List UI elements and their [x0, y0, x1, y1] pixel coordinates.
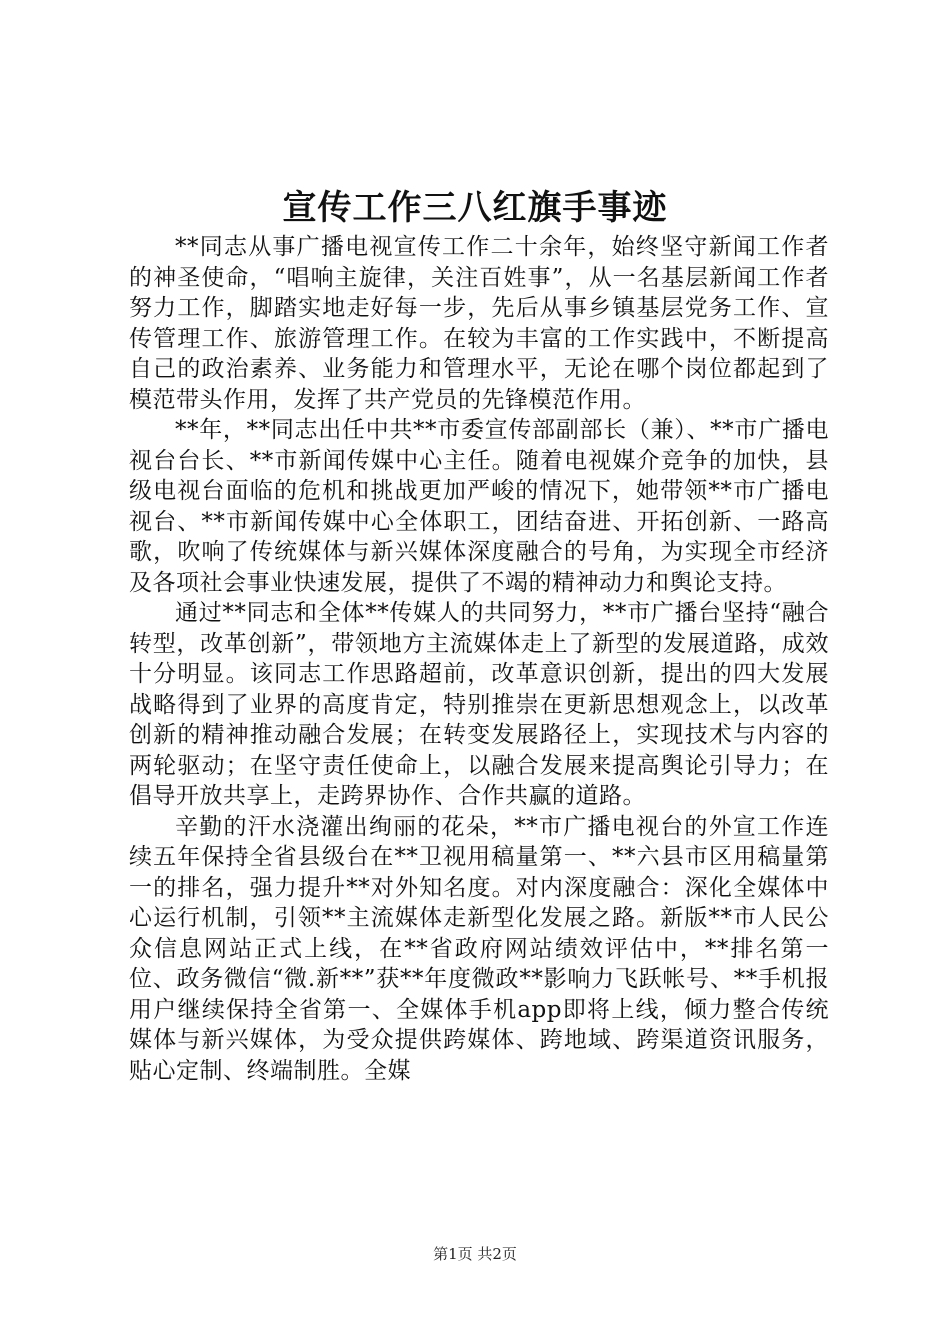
document-body [129, 232, 829, 1086]
paragraph: **年，**同志出任中共**市委宣传部副部长（兼）、**市广播电视台台长、**市新闻传媒中心主任。随着电视媒介竞争的加快，县级电视台面临的危机和挑战更加严峻的情况下，她带领**市广播电视台、**市新闻传媒中心全体职工，团结奋进、开拓创新、一路高歌，吹响了传统媒体与新兴媒体深度融合的号角，为实现全市经济及各项社会事业快速发展，提供了不竭的精神动力和舆论支持。 [129, 417, 829, 596]
paragraph: 通过**同志和全体**传媒人的共同努力，**市广播台坚持“融合转型，改革创新”，带领地方主流媒体走上了新型的发展道路，成效十分明显。该同志工作思路超前，改革意识创新，提出的四大发展战略得到了业界的高度肯定，特别推崇在更新思想观念上，以改革创新的精神推动融合发展；在转变发展路径上，实现技术与内容的两轮驱动；在坚守责任使命上，以融合发展来提高舆论引导力；在倡导开放共享上，走跨界协作、合作共赢的道路。 [129, 600, 829, 809]
paragraph: **同志从事广播电视宣传工作二十余年，始终坚守新闻工作者的神圣使命，“唱响主旋律，关注百姓事”，从一名基层新闻工作者努力工作，脚踏实地走好每一步，先后从事乡镇基层党务工作、宣传管理工作、旅游管理工作。在较为丰富的工作实践中，不断提高自己的政治素养、业务能力和管理水平，无论在哪个岗位都起到了模范带头作用，发挥了共产党员的先锋模范作用。 [129, 234, 829, 413]
paragraph: 辛勤的汗水浇灌出绚丽的花朵，**市广播电视台的外宣工作连续五年保持全省县级台在**卫视用稿量第一、**六县市区用稿量第一的排名，强力提升**对外知名度。对内深度融合：深化全媒体中心运行机制，引领**主流媒体走新型化发展之路。新版**市人民公众信息网站正式上线，在**省政府网站绩效评估中，**排名第一位、政务微信“微.新**”获**年度微政**影响力飞跃帐号、**手机报用户继续保持全省第一、全媒体手机app即将上线，倾力整合传统媒体与新兴媒体，为受众提供跨媒体、跨地域、跨渠道资讯服务，贴心定制、终端制胜。全媒 [129, 813, 829, 1084]
page-footer: 第1页 共2页 [433, 1245, 517, 1263]
document-title: 宣传工作三八红旗手事迹 [282, 188, 668, 228]
